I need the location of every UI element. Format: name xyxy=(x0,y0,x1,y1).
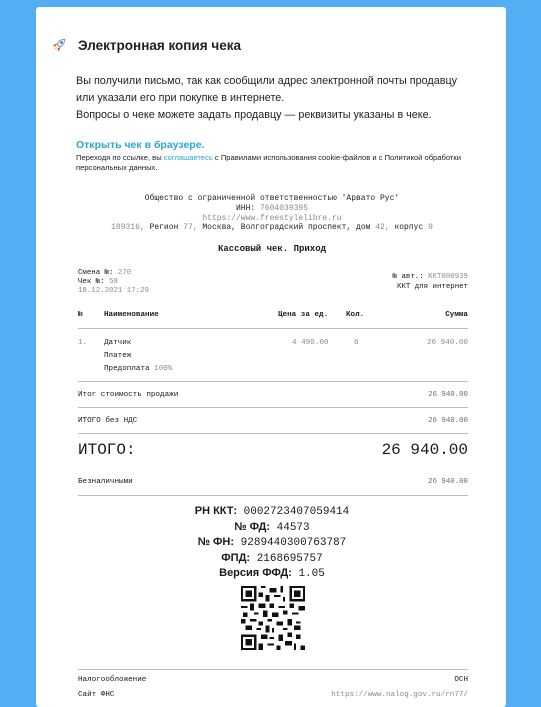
divider xyxy=(78,433,468,434)
receipt-type: Кассовый чек. Приход xyxy=(217,244,327,254)
org-name: Общество с ограниченной ответственностью 'Арвато Рус' xyxy=(144,194,400,203)
shift-line xyxy=(78,269,149,278)
rn-kkt xyxy=(76,504,468,520)
address-region-label: Регион xyxy=(149,223,179,232)
check-label: Чек №: xyxy=(78,278,105,286)
divider xyxy=(78,669,468,670)
inn-value: 7604039395 xyxy=(260,204,309,213)
kkt-auto-no: ККТ000939 xyxy=(428,273,468,281)
kkt-info xyxy=(393,272,468,292)
receipt-email-card xyxy=(36,7,506,707)
fn-value: 9289440300763787 xyxy=(240,537,347,549)
address-house-label: дом xyxy=(356,223,371,232)
qr-code xyxy=(241,586,305,650)
ffd-value: 1.05 xyxy=(298,568,325,580)
item-method xyxy=(104,363,172,376)
divider xyxy=(78,381,468,382)
item-method-label: Предоплата xyxy=(104,365,150,373)
address-street: Волгоградский проспект, xyxy=(240,223,352,232)
item-name: Датчик xyxy=(104,339,132,347)
intro-line: или указали его при покупке в интернете. xyxy=(76,92,285,104)
rn-label: РН ККТ: xyxy=(194,505,238,517)
fn-no xyxy=(76,535,468,551)
address-zip: 109316, xyxy=(111,223,145,232)
intro-line: Вы получили письмо, так как сообщили адрес электронной почты продавцу xyxy=(76,75,458,87)
receipt-datetime: 18.12.2021 17:29 xyxy=(78,287,149,295)
col-sum: Сумма xyxy=(445,311,468,319)
org-site: https://www.freestylelibre.ru xyxy=(202,214,342,223)
kkt-kind: ККТ для интернет xyxy=(397,283,468,291)
divider xyxy=(78,328,468,329)
cookie-notice xyxy=(76,153,476,173)
grand-total-value: 26 940.00 xyxy=(381,441,468,459)
sale-total-label: Итог стоимость продажи xyxy=(78,391,179,399)
fd-label: № ФД: xyxy=(234,520,271,533)
address-region: 77, xyxy=(183,223,198,232)
fns-label: Сайт ФНС xyxy=(78,691,115,699)
org-inn xyxy=(76,204,468,213)
shift-info xyxy=(78,269,149,296)
org-address xyxy=(76,223,468,232)
fpd-label: ФПД: xyxy=(221,551,251,564)
fpd-value: 2168695757 xyxy=(256,552,323,565)
inn-label: ИНН: xyxy=(235,204,256,213)
col-price: Цена за ед. xyxy=(278,311,329,319)
rocket-icon xyxy=(50,36,68,54)
grand-total-label: ИТОГО: xyxy=(78,441,136,459)
fns-link[interactable]: https://www.nalog.gov.ru/rn77/ xyxy=(331,691,468,699)
fn-label: № ФН: xyxy=(197,536,235,548)
address-house: 42, xyxy=(375,223,390,232)
ffd-version xyxy=(76,566,468,582)
divider xyxy=(78,495,468,496)
ffd-label: Версия ФФД: xyxy=(219,567,292,579)
kkt-auto-label: № авт.: xyxy=(392,273,424,281)
fpd xyxy=(76,551,468,567)
item-sum: 26 940.00 xyxy=(426,339,468,347)
kkt-auto-line xyxy=(393,272,468,282)
item-qty: 6 xyxy=(354,339,359,347)
cashless-value: 26 940.00 xyxy=(428,478,468,486)
divider xyxy=(78,407,468,408)
email-header xyxy=(50,36,241,54)
tax-label: Налогообложение xyxy=(78,676,147,684)
check-line xyxy=(78,278,149,287)
intro-line: Вопросы о чеке можете задать продавцу — реквизиты указаны в чеке. xyxy=(76,109,432,121)
rn-value: 0002723407059414 xyxy=(243,506,350,518)
cashless-label: Безналичными xyxy=(78,478,133,486)
item-method-pct: 100% xyxy=(154,365,173,373)
no-vat-label: ИТОГО без НДС xyxy=(78,417,138,425)
col-qty: Кол. xyxy=(346,311,365,319)
cookie-agree-link[interactable]: соглашаетесь xyxy=(163,153,213,162)
address-building: 9 xyxy=(428,223,433,232)
item-details xyxy=(104,337,172,376)
shift-no: 270 xyxy=(117,269,132,277)
item-price: 4 490.00 xyxy=(292,339,329,347)
tax-value: ОСН xyxy=(454,676,468,684)
item-type: Платеж xyxy=(104,352,132,360)
address-building-label: корпус xyxy=(394,223,424,232)
check-no: 58 xyxy=(109,278,118,286)
intro-text xyxy=(76,73,476,124)
col-name: Наименование xyxy=(104,311,159,319)
cookie-text: Переходя по ссылке, вы xyxy=(76,153,164,162)
address-city: Москва, xyxy=(202,223,236,232)
fd-value: 44573 xyxy=(276,521,310,534)
shift-label: Смена №: xyxy=(78,269,114,277)
cookie-text: с Правилами использования cookie-файлов и с Политикой обработки персональных данных. xyxy=(76,153,461,172)
fd-no xyxy=(76,520,468,536)
registration-info xyxy=(76,504,468,582)
email-title: Электронная копия чека xyxy=(78,37,241,53)
no-vat-value: 26 940.00 xyxy=(428,417,468,425)
col-no: № xyxy=(78,311,83,319)
open-in-browser-link[interactable]: Открыть чек в браузере. xyxy=(76,139,205,151)
item-no: 1. xyxy=(78,339,88,347)
sale-total-value: 26 940.00 xyxy=(428,391,468,399)
